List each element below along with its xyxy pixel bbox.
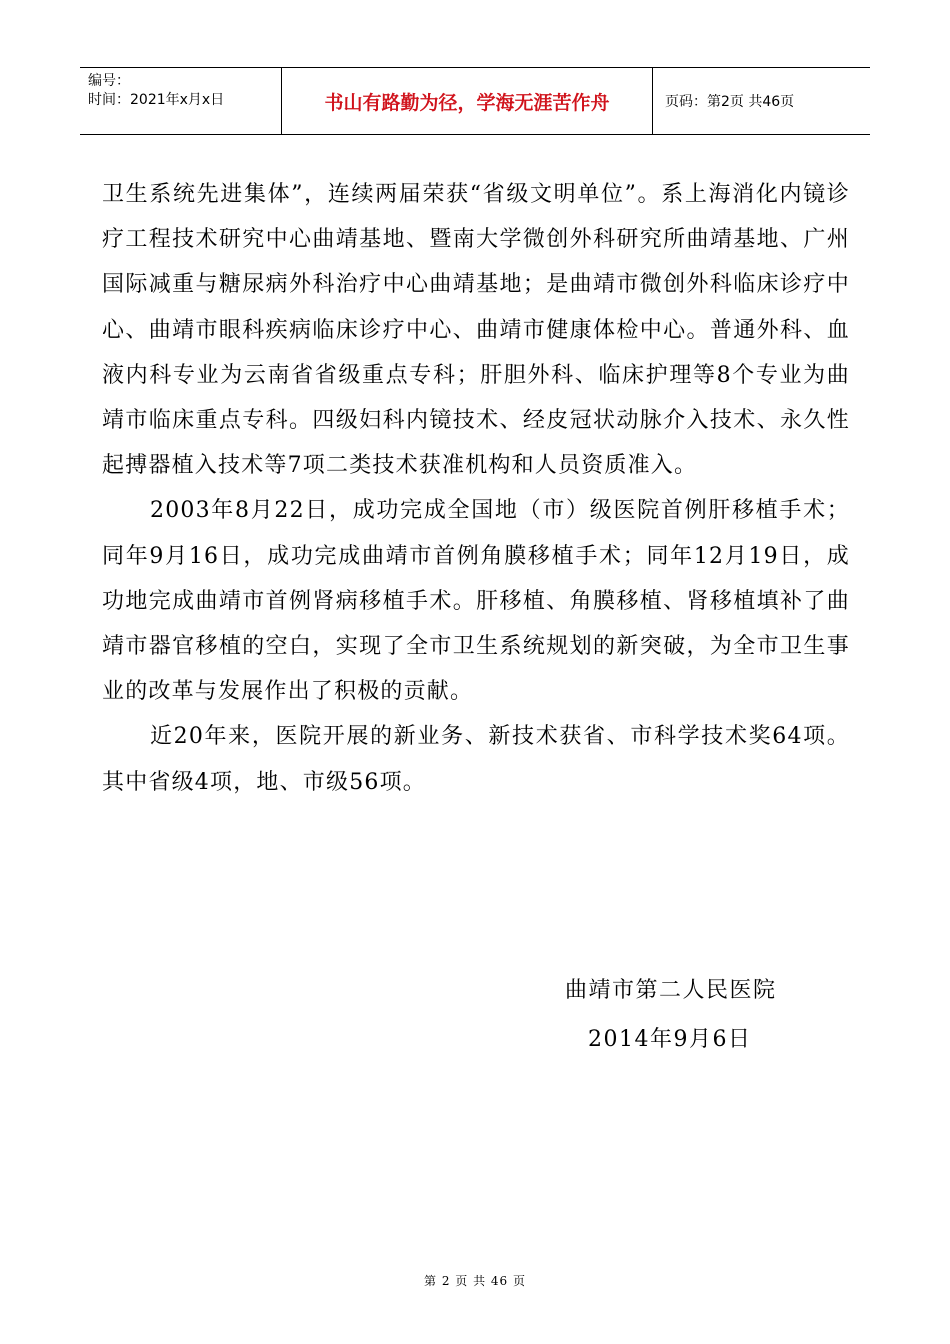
paragraph-3: 近20年来，医院开展的新业务、新技术获省、市科学技术奖64项。其中省级4项，地、市级56项。 xyxy=(102,724,850,795)
header-meta xyxy=(80,68,282,134)
header-motto: 书山有路勤为径，学海无涯苦作舟 xyxy=(282,68,653,134)
paragraph-2: 2003年8月22日，成功完成全国地（市）级医院首例肝移植手术；同年9月16日，成功完成曲靖市首例角膜移植手术；同年12月19日，成功地完成曲靖市首例肾病移植手术。肝移植、角膜移植、肾移植填补了曲靖市器官移植的空白，实现了全市卫生系统规划的新突破，为全市卫生事业的改革与发展作出了积极的贡献。 xyxy=(102,498,850,705)
signature-organization: 曲靖市第二人民医院 xyxy=(565,978,777,1003)
document-body xyxy=(102,172,850,805)
page-header xyxy=(80,67,870,135)
header-page-info: 页码：第2页 共46页 xyxy=(665,94,795,110)
signature-date: 2014年9月6日 xyxy=(588,1027,752,1052)
paragraph-1: 卫生系统先进集体”，连续两届荣获“省级文明单位”。系上海消化内镜诊疗工程技术研究中心曲靖基地、暨南大学微创外科研究所曲靖基地、广州国际减重与糖尿病外科治疗中心曲靖基地；是曲靖市微创外科临床诊疗中心、曲靖市眼科疾病临床诊疗中心、曲靖市健康体检中心。普通外科、血液内科专业为云南省省级重点专科；肝胆外科、临床护理等8个专业为曲靖市临床重点专科。四级妇科内镜技术、经皮冠状动脉介入技术、永久性起搏器植入技术等7项二类技术获准机构和人员资质准入。 xyxy=(102,182,850,479)
document-time-label: 时间：2021年x月x日 xyxy=(88,92,225,108)
page-footer: 第 2 页 共 46 页 xyxy=(424,1274,526,1288)
document-number-label: 编号： xyxy=(88,73,130,89)
